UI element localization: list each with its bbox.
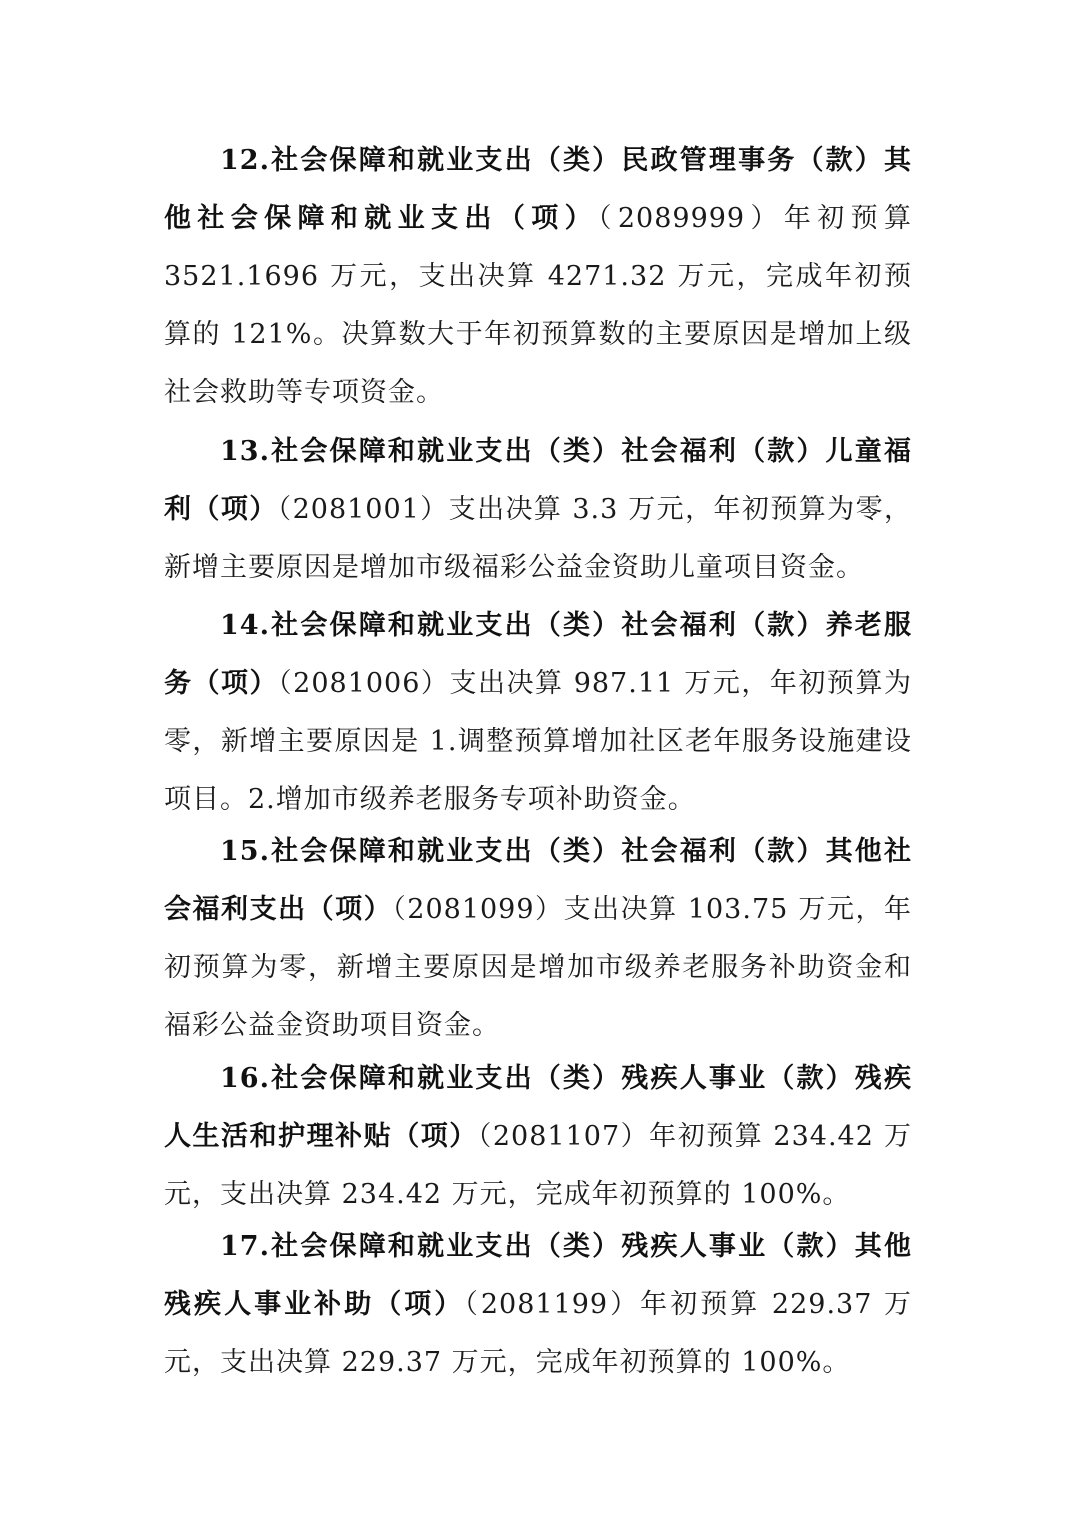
paragraph-item-15	[164, 823, 912, 1055]
paragraph-item-14	[164, 597, 912, 829]
paragraph-item-16	[164, 1050, 912, 1224]
paragraph-body: （2081001）支出决算 3.3 万元，年初预算为零，新增主要原因是增加市级福彩公益金资助儿童项目资金。	[164, 494, 913, 583]
paragraph-item-12	[164, 132, 912, 422]
paragraph-item-13	[164, 423, 912, 597]
paragraph-body: （2081107）年初预算 234.42 万元，支出决算 234.42 万元，完成年初预算的 100%。	[164, 1121, 913, 1210]
paragraph-heading: 17.社会保障和就业支出（类）残疾人事业（款）其他残疾人事业补助（项）	[164, 1231, 912, 1320]
paragraph-body: （2089999）年初预算 3521.1696 万元，支出决算 4271.32 万元，完成年初预算的 121%。决算数大于年初预算数的主要原因是增加上级社会救助等专项资金。	[164, 203, 913, 408]
paragraph-heading: 12.社会保障和就业支出（类）民政管理事务（款）其他社会保障和就业支出（项）	[164, 145, 912, 234]
paragraph-body: （2081099）支出决算 103.75 万元，年初预算为零，新增主要原因是增加市级养老服务补助资金和福彩公益金资助项目资金。	[164, 894, 913, 1041]
paragraph-heading: 14.社会保障和就业支出（类）社会福利（款）养老服务（项）	[164, 610, 912, 699]
paragraph-heading: 16.社会保障和就业支出（类）残疾人事业（款）残疾人生活和护理补贴（项）	[164, 1063, 912, 1152]
paragraph-heading: 13.社会保障和就业支出（类）社会福利（款）儿童福利（项）	[164, 436, 912, 525]
paragraph-body: （2081006）支出决算 987.11 万元，年初预算为零，新增主要原因是 1.调整预算增加社区老年服务设施建设项目。2.增加市级养老服务专项补助资金。	[164, 668, 912, 815]
paragraph-body: （2081199）年初预算 229.37 万元，支出决算 229.37 万元，完成年初预算的 100%。	[164, 1289, 913, 1378]
paragraph-item-17	[164, 1218, 912, 1392]
paragraph-heading: 15.社会保障和就业支出（类）社会福利（款）其他社会福利支出（项）	[164, 836, 912, 925]
